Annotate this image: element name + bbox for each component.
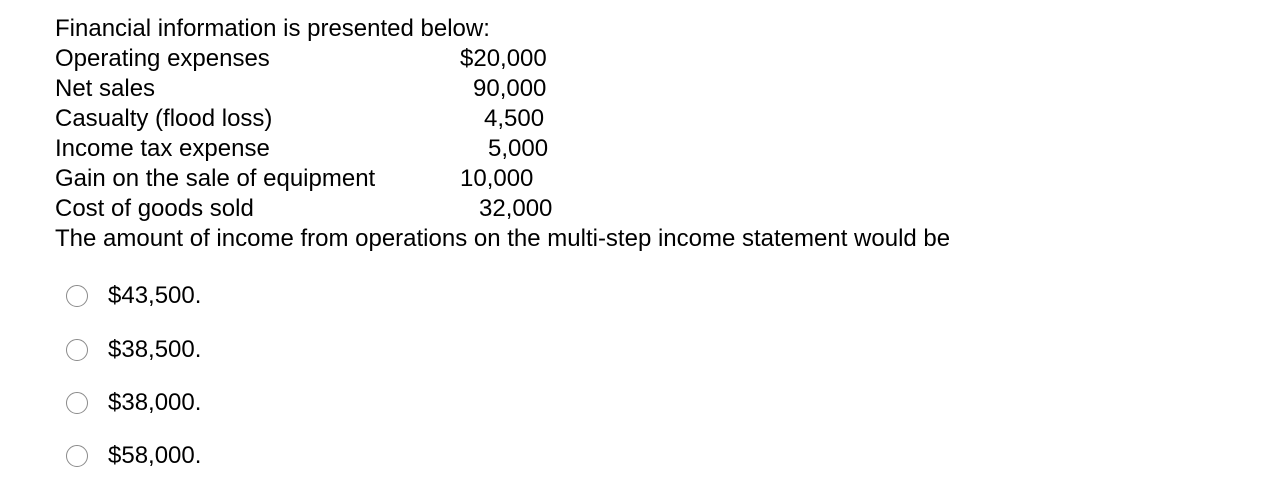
financial-label: Cost of goods sold [55, 195, 254, 222]
question-block [55, 14, 950, 254]
financial-row [55, 134, 950, 164]
answer-option[interactable] [66, 336, 201, 364]
question-prompt: The amount of income from operations on the multi-step income statement would be [55, 225, 951, 252]
financial-row [55, 194, 950, 224]
financial-row [55, 164, 950, 194]
radio-button[interactable] [66, 445, 88, 467]
answer-option-label: $38,000. [108, 389, 202, 416]
financial-value: 10,000 [460, 165, 534, 192]
financial-row [55, 44, 950, 74]
radio-button[interactable] [66, 285, 88, 307]
financial-value: 90,000 [473, 75, 547, 102]
answer-option-label: $38,500. [108, 336, 202, 363]
radio-button[interactable] [66, 392, 88, 414]
financial-value: 4,500 [484, 105, 545, 132]
answer-option-label: $58,000. [108, 442, 202, 469]
financial-label: Operating expenses [55, 45, 270, 72]
financial-label: Income tax expense [55, 135, 270, 162]
answer-option[interactable] [66, 442, 201, 470]
financial-value: 32,000 [479, 195, 553, 222]
answer-option[interactable] [66, 389, 201, 417]
financial-value: 5,000 [488, 135, 549, 162]
answer-option[interactable] [66, 282, 201, 310]
financial-label: Gain on the sale of equipment [55, 165, 376, 192]
answer-option-label: $43,500. [108, 282, 202, 309]
financial-label: Casualty (flood loss) [55, 105, 273, 132]
financial-label: Net sales [55, 75, 156, 102]
financial-row [55, 104, 950, 134]
question-intro: Financial information is presented below: [55, 15, 490, 42]
financial-value: $20,000 [460, 45, 547, 72]
radio-button[interactable] [66, 339, 88, 361]
financial-row [55, 74, 950, 104]
